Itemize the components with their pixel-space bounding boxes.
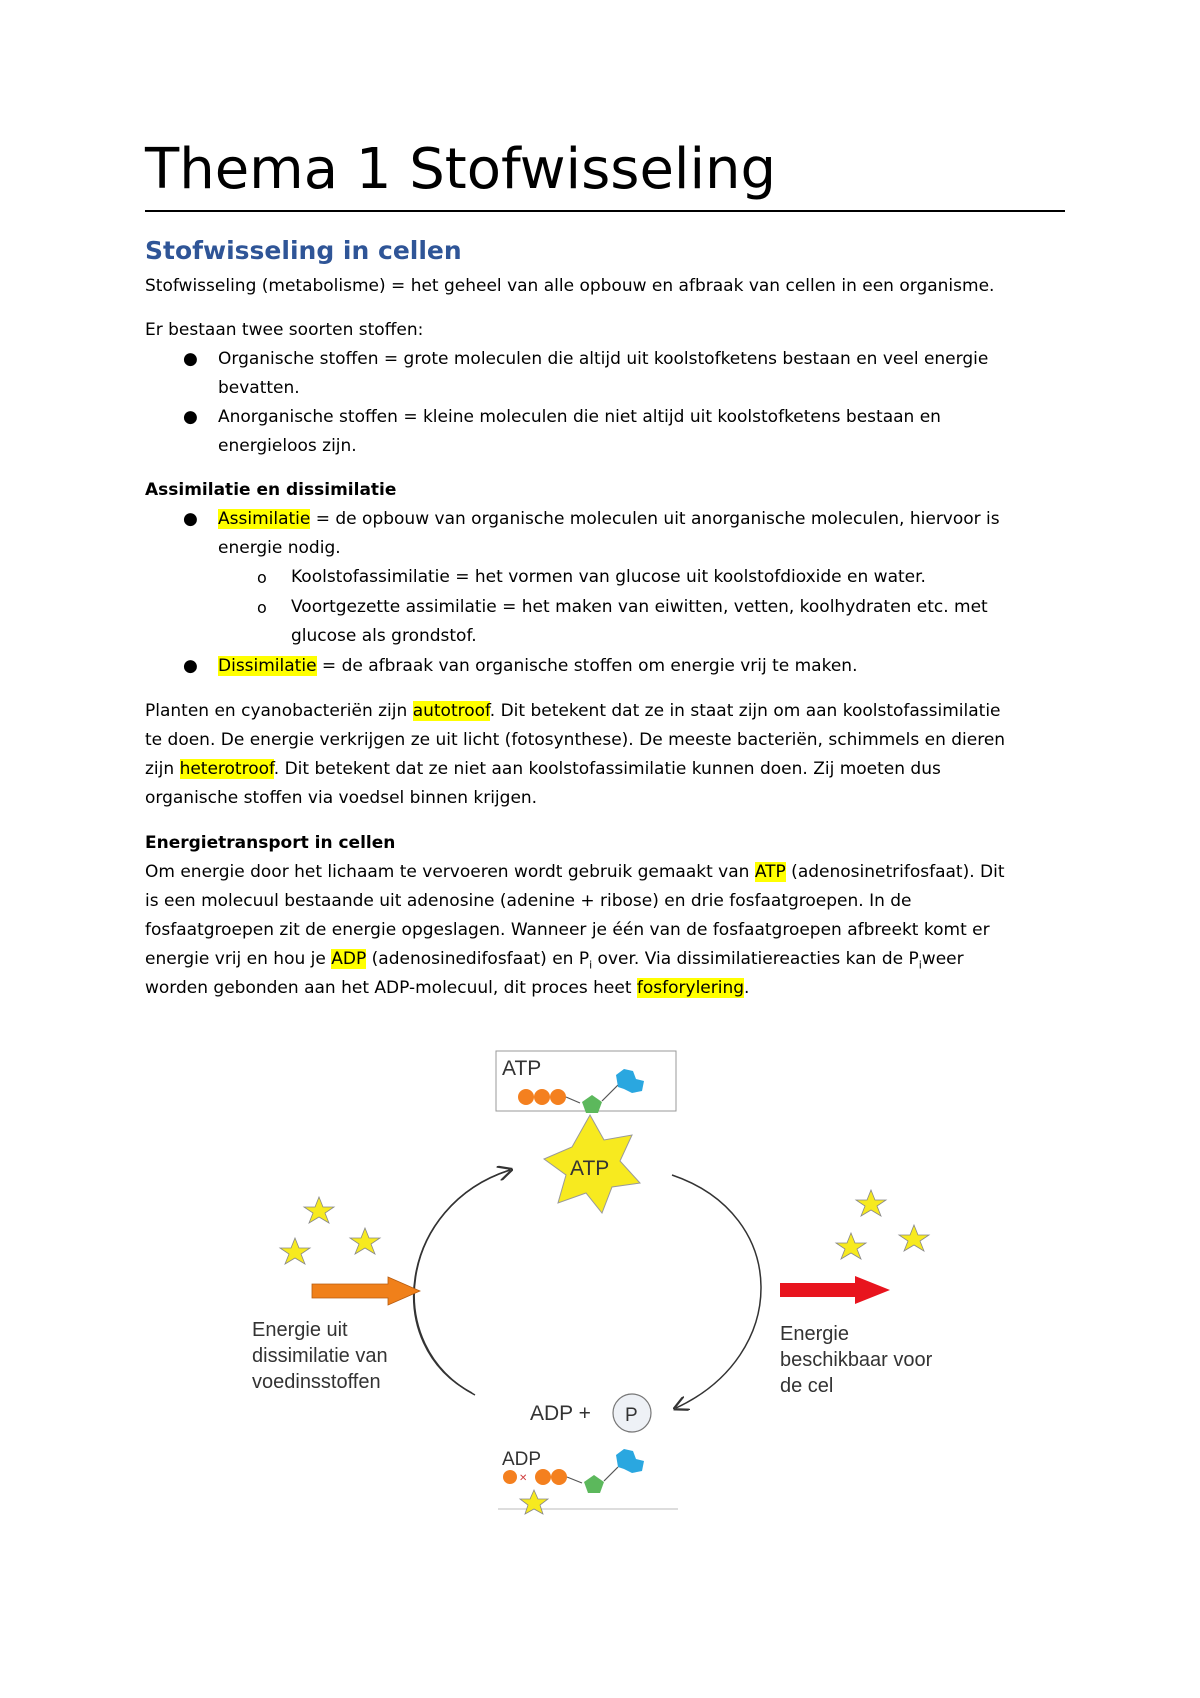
atp-star-label: ATP — [570, 1157, 610, 1180]
subheading-assimilatie: Assimilatie en dissimilatie — [145, 480, 397, 500]
paragraph-line — [145, 858, 1005, 887]
paragraph-line: is een molecuul bestaande uit adenosine (adenine + ribose) en drie fosfaatgroepen. In de — [145, 891, 912, 911]
phosphate-icon — [534, 1089, 550, 1105]
text-span: . Dit betekent dat ze niet aan koolstofassimilatie kunnen doen. Zij moeten dus — [273, 759, 941, 779]
ribose-icon — [584, 1475, 604, 1493]
star-icon — [304, 1197, 334, 1223]
right-label-line: beschikbaar voor — [780, 1349, 933, 1371]
paragraph-line — [145, 697, 1001, 726]
sub-list-item: Koolstofassimilatie = het vormen van glucose uit koolstofdioxide en water. — [291, 567, 926, 587]
list-item-cont: energieloos zijn. — [218, 436, 357, 456]
subscript: i — [589, 958, 593, 972]
energy-in-arrow — [312, 1277, 420, 1305]
energy-out-arrow — [780, 1276, 890, 1304]
atp-cycle-diagram — [200, 1025, 1000, 1525]
sub-list-item-cont: glucose als grondstof. — [291, 626, 477, 646]
phosphate-icon — [503, 1470, 517, 1484]
adp-plus-label: ADP + — [530, 1402, 591, 1425]
sub-bullet-icon: o — [257, 598, 267, 617]
star-icon — [899, 1225, 929, 1251]
highlighted-term: ATP — [754, 862, 786, 882]
definition-text: Stofwisseling (metabolisme) = het geheel van alle opbouw en afbraak van cellen in een organisme. — [145, 276, 995, 296]
bullet-icon: ● — [183, 509, 198, 529]
text-span: worden gebonden aan het ADP-molecuul, dit proces heet — [145, 978, 637, 998]
text-span: . Dit betekent dat ze in staat zijn om aan koolstofassimilatie — [489, 701, 1001, 721]
star-icon — [836, 1233, 866, 1259]
list-item-cont: energie nodig. — [218, 538, 341, 558]
text-span: zijn — [145, 759, 180, 779]
text-span: weer — [921, 949, 964, 969]
phosphate-icon — [550, 1089, 566, 1105]
text-span: (adenosinedifosfaat) en P — [366, 949, 590, 969]
right-label-line: de cel — [780, 1375, 834, 1397]
cycle-arrow-left — [414, 1170, 510, 1393]
star-icon — [520, 1490, 548, 1514]
list-text: = de afbraak van organische stoffen om energie vrij te maken. — [316, 656, 858, 676]
bullet-icon: ● — [183, 407, 198, 427]
bullet-icon: ● — [183, 656, 198, 676]
subheading-energietransport: Energietransport in cellen — [145, 833, 396, 853]
list-text: = de opbouw van organische moleculen uit anorganische moleculen, hiervoor is — [310, 509, 1000, 529]
section-heading-stofwisseling: Stofwisseling in cellen — [145, 236, 462, 265]
left-label-line: Energie uit — [252, 1319, 348, 1341]
star-icon — [350, 1228, 380, 1254]
highlighted-term: fosforylering — [636, 978, 745, 998]
highlighted-term: ADP — [331, 949, 367, 969]
paragraph-line — [145, 755, 941, 784]
star-icon — [856, 1190, 886, 1216]
paragraph-line: fosfaatgroepen zit de energie opgeslagen. Wanneer je één van de fosfaatgroepen afbreekt komt er — [145, 920, 990, 940]
adp-box-label: ADP — [502, 1449, 542, 1470]
highlighted-term: autotroof — [412, 701, 490, 721]
star-icon — [280, 1238, 310, 1264]
list-item: Organische stoffen = grote moleculen die altijd uit koolstofketens bestaan en veel energie — [218, 349, 989, 369]
list-item: Anorganische stoffen = kleine moleculen die niet altijd uit koolstofketens bestaan en — [218, 407, 941, 427]
highlighted-term: Dissimilatie — [218, 656, 317, 676]
phosphate-icon — [551, 1469, 567, 1485]
paragraph-line: te doen. De energie verkrijgen ze uit licht (fotosynthese). De meeste bacteriën, schimmels en dieren — [145, 730, 1006, 750]
left-label-line: voedinsstoffen — [252, 1371, 381, 1393]
adenine-icon — [616, 1449, 644, 1473]
right-label-line: Energie — [780, 1323, 849, 1345]
break-icon: ✕ — [519, 1473, 528, 1484]
intro-text: Er bestaan twee soorten stoffen: — [145, 320, 424, 340]
text-span: Om energie door het lichaam te vervoeren wordt gebruik gemaakt van — [145, 862, 755, 882]
phosphate-icon — [518, 1089, 534, 1105]
p-label: P — [625, 1405, 638, 1426]
list-item-cont: bevatten. — [218, 378, 300, 398]
left-label-line: dissimilatie van — [252, 1345, 388, 1367]
text-span: energie vrij en hou je — [145, 949, 332, 969]
list-item — [218, 505, 1000, 534]
sub-list-item: Voortgezette assimilatie = het maken van eiwitten, vetten, koolhydraten etc. met — [291, 597, 988, 617]
cycle-arrow-up — [414, 1170, 510, 1395]
bullet-icon: ● — [183, 349, 198, 369]
phosphate-icon — [535, 1469, 551, 1485]
text-span: over. Via dissimilatiereacties kan de P — [592, 949, 919, 969]
highlighted-term: Assimilatie — [218, 509, 311, 529]
list-item — [218, 652, 857, 681]
paragraph-line — [145, 974, 749, 1003]
paragraph-line: organische stoffen via voedsel binnen krijgen. — [145, 788, 538, 808]
text-span: Planten en cyanobacteriën zijn — [145, 701, 413, 721]
highlighted-term: heterotroof — [179, 759, 274, 779]
text-span: . — [744, 978, 750, 998]
title-rule — [145, 210, 1065, 212]
atp-box-label: ATP — [502, 1057, 542, 1080]
text-span: (adenosinetrifosfaat). Dit — [785, 862, 1005, 882]
sub-bullet-icon: o — [257, 568, 267, 587]
cycle-arrow-down — [672, 1175, 761, 1408]
subscript: i — [918, 958, 922, 972]
page-title: Thema 1 Stofwisseling — [145, 137, 777, 202]
